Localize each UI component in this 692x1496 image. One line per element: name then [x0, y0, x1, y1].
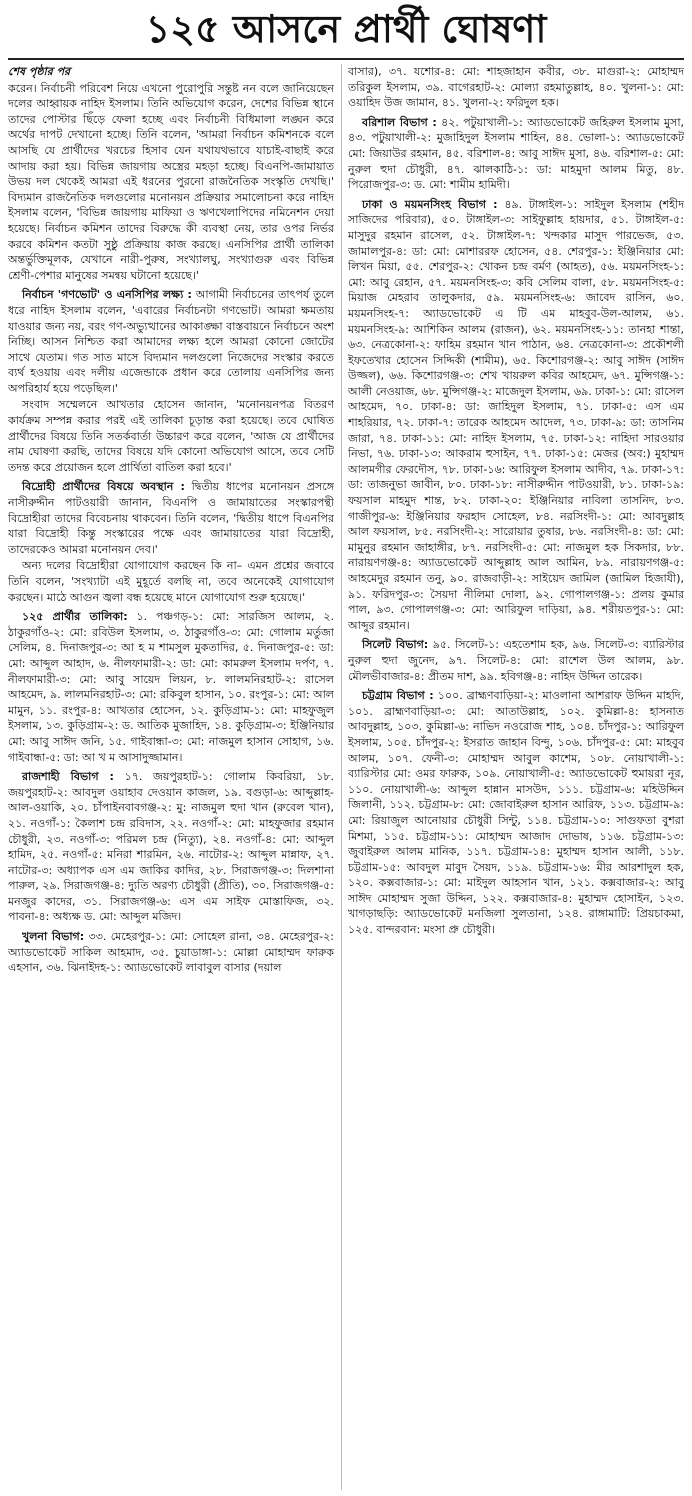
paragraph-text: ৩৩. মেহেরপুর-১: মো: সোহেল রানা, ৩৪. মেহেরপুর-২: অ্যাডভোকেট সাকিল আহমাদ, ৩৫. চুয়াডাঙ্গা-১: মোল্লা মোহাম্মদ ফারুক এহসান, ৩৬. ঝিনাইদহ-১: অ্যাডভোকেট লাবাবুল বাসার (দয়াল — [8, 930, 334, 975]
left-column — [8, 64, 334, 1490]
subhead-chattogram-division: চট্টগ্রাম বিভাগ : — [362, 689, 434, 703]
paragraph-dhaka-mymensingh-division — [348, 197, 684, 634]
subhead-khulna-division: খুলনা বিভাগ: — [22, 930, 85, 944]
paragraph-khulna-continued: বাসার), ৩৭. যশোর-৪: মো: শাহজাহান কবীর, ৩৮. মাগুরা-২: মোহাম্মদ তরিকুল ইসলাম, ৩৯. বাগেরহাট-২: মোল্যা রহমাতুল্লাহ, ৪০. খুলনা-১: মো: ওয়াহিদ উজ জামান, ৪১. খুলনা-২: ফরিদুল হক। — [348, 65, 684, 110]
paragraph-sylhet-division — [348, 637, 684, 684]
paragraph-text: ১৭. জয়পুরহাট-১: গোলাম কিবরিয়া, ১৮. জয়পুরহাট-২: আবদুল ওয়াহাব দেওয়ান কাজল, ১৯. বগুড়া-৬: আব্দুল্লাহ-আল-ওয়াকি, ২০. চাঁপাইনবাবগঞ্জ-২: মু: নাজমুল হুদা খান (রুবেল খান), ২১. নওগাঁ-১: কৈলাশ চন্দ্র রবিদাস, ২২. নওগাঁ-২: মো: মাহফুজার রহমান চৌধুরী, ২৩. নওগাঁ-৩: পরিমল চন্দ্র (নিত্যু), ২৪. নওগাঁ-৪: মো: আব্দুল হামিদ, ২৫. নওগাঁ-৫: মনিরা শারমিন, ২৬. নাটোর-২: আব্দুল মান্নাফ, ২৭. নাটোর-৩: অধ্যাপক এস এম জাকির কাদির, ২৮. সিরাজগঞ্জ-৩: দিলশানা পারুল, ২৯. সিরাজগঞ্জ-৪: দ্যুতি অরণ্য চৌধুরী (প্রীতি), ৩০. সিরাজগঞ্জ-৫: মনজুর কাদের, ৩১. সিরাজগঞ্জ-৬: এস এম সাইফ মোস্তাফিজ, ৩২. পাবনা-৪: অধ্যক্ষ ড. মো: আব্দুল মজিদ। — [8, 770, 334, 924]
paragraph-chattogram-division — [348, 688, 684, 938]
subhead-election-referendum: নির্বাচন 'গণভোট' ও এনসিপির লক্ষ্য : — [22, 288, 192, 302]
paragraph-text: ৪৯. টাঙ্গাইল-১: সাইদুল ইসলাম (শহীদ সাজিদের পরিবার), ৫০. টাঙ্গাইল-৩: সাইফুল্লাহ হায়দার, ৫১. টাঙ্গাইল-৫: মাসুদুর রহমান রাসেল, ৫২. টাঙ্গাইল-৭: খন্দকার মাসুদ পারভেজ, ৫৩. জামালপুর-৪: ডা: মো: মোশাররফ হোসেন, ৫৪. শেরপুর-১: ইঞ্জিনিয়ার মো: লিখন মিয়া, ৫৫. শেরপুর-২: খোকন চন্দ্র বর্মণ (আহত), ৫৬. ময়মনসিংহ-১: মো: আবু রেহান, ৫৭. ময়মনসিংহ-৩: কবি সেলিম বালা, ৫৮. ময়মনসিংহ-৫: মিয়াজ মেহরাব তালুকদার, ৫৯. ময়মনসিংহ-৬: জাবেদ রাসিন, ৬০. ময়মনসিংহ-৭: অ্যাডভোকেট এ টি এম মাহবুব-উল-আলম, ৬১. ময়মনসিংহ-৯: আশিকিন আলম (রাজন), ৬২. ময়মনসিংহ-১১: তানহা শান্তা, ৬৩. নেত্রকোনা-২: ফাহিম রহমান খান পাঠান, ৬৪. নেত্রকোনা-৩: প্রকৌশলী ইফতেখার হোসেন সিদ্দিকী (শামীম), ৬৫. কিশোরগঞ্জ-২: আবু সাঈদ (সাঈদ উজ্জল), ৬৬. কিশোরগঞ্জ-৩: শেখ খায়রুল কবির আহমেদ, ৬৭. মুন্সিগঞ্জ-১: আলী নেওয়াজ, ৬৮. মুন্সিগঞ্জ-২: মাজেদুল ইসলাম, ৬৯. ঢাকা-১: মো: রাসেল আহমেদ, ৭০. ঢাকা-৪: ডা: জাহিদুল ইসলাম, ৭১. ঢাকা-৫: এস এম শাহরিয়ার, ৭২. ঢাকা-৭: তারেক আহমেদ আদেল, ৭৩. ঢাকা-৯: ডা: তাসনিম জারা, ৭৪. ঢাকা-১১: মো: নাহিদ ইসলাম, ৭৫. ঢাকা-১২: নাহিদা সারওয়ার নিভা, ৭৬. ঢাকা-১৩: আকরাম হুসাইন, ৭৭. ঢাকা-১৫: মেজর (অব:) মুহাম্মদ আলমগীর ফেরদৌস, ৭৮. ঢাকা-১৬: আরিফুল ইসলাম আদীব, ৭৯. ঢাকা-১৭: ডা: তাজনুভা জাবীন, ৮০. ঢাকা-১৮: নাসীরুদ্দীন পাটওয়ারী, ৮১. ঢাকা-১৯: ফয়সাল মাহমুদ শান্ত, ৮২. ঢাকা-২০: ইঞ্জিনিয়ার নাবিলা তাসনিদ, ৮৩. গাজীপুর-৬: ইঞ্জিনিয়ার ফরহাদ সোহেল, ৮৪. নরসিংদী-১: মো: আবদুল্লাহ আল ফয়সাল, ৮৫. নরসিংদী-২: সারোয়ার তুষার, ৮৬. নরসিংদী-৪: ডা: মো: মামুনুর রহমান জাহাঙ্গীর, ৮৭. নরসিংদী-৫: মো: নাজমুল হক সিকদার, ৮৮. নারায়ণগঞ্জ-৪: অ্যাডভোকেট আব্দুল্লাহ আল আমিন, ৮৯. নারায়ণগঞ্জ-৫: আহমেদুর রহমান তনু, ৯০. রাজবাড়ী-২: সাইয়েদ জামিল (জামিল হিজাযী), ৯১. ফরিদপুর-৩: সৈয়দা নীলিমা দোলা, ৯২. গোপালগঞ্জ-১: প্রলয় কুমার পাল, ৯৩. গোপালগঞ্জ-৩: মো: আরিফুল দাড়িয়া, ৯৪. শরীয়তপুর-১: মো: আব্দুর রহমান। — [348, 197, 684, 632]
column-divider — [341, 64, 342, 1490]
paragraph-text: আগামী নির্বাচনের তাৎপর্য তুলে ধরে নাহিদ ইসলাম বলেন, 'এবারের নির্বাচনটা গণভোট। আমরা ক্ষমতায় যাওয়ার জন্য নয়, বরং গণ-অভ্যুত্থানের আকাঙ্ক্ষা বাস্তবায়নে নির্বাচনে অংশ নিচ্ছি। আসন নিশ্চিত করা আমাদের লক্ষ্য হলে আমরা কোনো জোটের সাথে যেতাম। গত সাত মাসে বিদ্যমান দলগুলো নিজেদের সংস্কার করতে ব্যর্থ হওয়ায় এবং দলীয় এজেন্ডাকে প্রধান করে তোলায় এনসিপির জন্য অপরিহার্য হয়ে পড়েছিল।' — [8, 288, 334, 395]
paragraph-rebel-contact: অন্য দলের বিদ্রোহীরা যোগাযোগ করছেন কি না– এমন প্রশ্নের জবাবে তিনি বলেন, 'সংখ্যাটা এই মুহূর্তে বলছি না, তবে অনেকেই যোগাযোগ করছেন। মাঠে আগুন জ্বলা বন্ধ হয়েছে মানে যোগাযোগ শুরু হয়েছে।' — [8, 559, 334, 604]
continued-paragraph — [8, 64, 334, 80]
paragraph-barishal-division — [348, 115, 684, 193]
subhead-rajshahi-division: রাজশাহী বিভাগ : — [22, 770, 114, 784]
paragraph-press-conference: সংবাদ সম্মেলনে আখতার হোসেন জানান, 'মনোনয়নপত্র বিতরণ কার্যক্রম সম্পন্ন করার পরই এই তালিকা চূড়ান্ত করা হয়েছে। তবে ঘোষিত প্রার্থীদের বিষয়ে তিনি সতর্কবার্তা উচ্চারণ করে বলেন, 'আজ যে প্রার্থীদের নাম ঘোষণা করছি, তাদের বিষয়ে যদি কোনো অভিযোগ আসে, তবে সেটি তদন্ত করে প্রয়োজন হলে প্রার্থিতা বাতিল করা হবে।' — [8, 398, 334, 474]
paragraph-election-referendum — [8, 287, 334, 396]
subhead-sylhet-division: সিলেট বিভাগ: — [362, 638, 429, 652]
paragraph-khulna-division — [8, 929, 334, 976]
subhead-candidate-list: ১২৫ প্রার্থীর তালিকা: — [22, 610, 128, 624]
paragraph-text: ৪২. পটুয়াখালী-১: অ্যাডভোকেট জহিরুল ইসলাম মুসা, ৪৩. পটুয়াখালী-২: মুজাহিদুল ইসলাম শাহিন, ৪৪. ভোলা-১: অ্যাডভোকেট মো: জিয়াউর রহমান, ৪৫. বরিশাল-৪: আবু সাঈদ মুসা, ৪৬. বরিশাল-৫: মো: নুরুল হুদা চৌধুরী, ৪৭. ঝালকাঠি-১: ডা: মাহমুদা আলম মিতু, ৪৮. পিরোজপুর-৩: ড. মো: শামীম হামিদী। — [348, 115, 684, 192]
headline-rule — [8, 58, 684, 60]
paragraph-text: দ্বিতীয় ধাপের মনোনয়ন প্রসঙ্গে নাসীরুদ্দীন পাটওয়ারী জানান, বিএনপি ও জামায়াতের সংস্কারপন্থী বিদ্রোহীরা তাদের বিবেচনায় থাকবেন। তিনি বলেন, 'দ্বিতীয় ধাপে বিএনপির যারা বিদ্রোহী কিন্তু সংস্কারের পক্ষে এবং জামায়াতের যারা বিদ্রোহী, তাদেরকেও আমরা মনোনয়ন দেব।' — [8, 480, 334, 556]
subhead-dhaka-mymensingh-division: ঢাকা ও ময়মনসিংহ বিভাগ : — [362, 197, 498, 211]
paragraph-text: ১০০. ব্রাহ্মণবাড়িয়া-২: মাওলানা আশরাফ উদ্দিন মাহদি, ১০১. ব্রাহ্মণবাড়িয়া-৩: মো: আতাউল্লাহ, ১০২. কুমিল্লা-৪: হাসনাত আবদুল্লাহ, ১০৩. কুমিল্লা-৬: নাভিদ নওরোজ শাহ, ১০৪. চাঁদপুর-১: আরিফুল ইসলাম, ১০৫. চাঁদপুর-২: ইসরাত জাহান বিন্দু, ১০৬. চাঁদপুর-৫: মো: মাহবুব আলম, ১০৭. ফেনী-৩: মোহাম্মদ আবুল কাশেম, ১০৮. নোয়াখালী-১: ব্যারিস্টার মো: ওমর ফারুক, ১০৯. নোয়াখালী-৫: অ্যাডভোকেট হুমায়রা নূর, ১১০. নোয়াখালী-৬: আব্দুল হান্নান মাসউদ, ১১১. চট্টগ্রাম-৬: মহিউদ্দিন জিলানী, ১১২. চট্টগ্রাম-৮: মো: জোবাইরুল হাসান আরিফ, ১১৩. চট্টগ্রাম-৯: মো: রিয়াজুল আনোয়ার চৌধুরী সিন্টু, ১১৪. চট্টগ্রাম-১০: সাগুফতা বুশরা মিশমা, ১১৫. চট্টগ্রাম-১১: মোহাম্মদ আজাদ দোভাষ, ১১৬. চট্টগ্রাম-১৩: জুবাইরুল আলম মানিক, ১১৭. চট্টগ্রাম-১৪: মুহাম্মদ হাসান আলী, ১১৮. চট্টগ্রাম-১৫: আবদুল মাবুদ সৈয়দ, ১১৯. চট্টগ্রাম-১৬: মীর আরশাদুল হক, ১২০. কক্সবাজার-১: মো: মাইদুল আহসান খান, ১২১. কক্সবাজার-২: আবু সাঈদ মোহাম্মদ সুজা উদ্দিন, ১২২. কক্সবাজার-৪: মুহাম্মদ হোসাইন, ১২৩. খাগড়াছড়ি: অ্যাডভোকেট মনজিলা সুলতানা, ১২৪. রাঙ্গামাটি: প্রিয়চাকমা, ১২৫. বান্দরবান: মংসা প্রু চৌধুরী। — [348, 689, 684, 937]
continued-from-label: শেষ পৃষ্ঠার পর — [8, 65, 71, 78]
headline: ১২৫ আসনে প্রার্থী ঘোষণা — [145, 6, 547, 51]
paragraph-rajshahi-division — [8, 769, 334, 925]
subhead-barishal-division: বরিশাল বিভাগ : — [362, 115, 437, 129]
right-column — [348, 64, 684, 1490]
paragraph-opening: করেন। নির্বাচনী পরিবেশ নিয়ে এখনো পুরোপুরি সন্তুষ্ট নন বলে জানিয়েছেন দলের আহ্বায়ক নাহিদ ইসলাম। তিনি অভিযোগ করেন, দেশের বিভিন্ন স্থানে তাদের পোস্টার ছিঁড়ে ফেলা হচ্ছে এবং নির্বাচনী বিধিমালা লঙ্ঘন করে অর্থের দাপট দেখানো হচ্ছে। তিনি বলেন, 'আমরা নির্বাচন কমিশনকে বলে আসছি যে প্রার্থীদের খরচের হিসাব যেন যথাযথভাবে যাচাই-বাছাই করে আদায় করা হয়। বিভিন্ন জায়গায় অস্ত্রের মহড়া হচ্ছে। বিএনপি-জামায়াত উভয় দল থেকেই আমরা এই ধরনের পুরনো রাজনৈতিক সংস্কৃতি দেখছি।' বিদ্যমান রাজনৈতিক দলগুলোর মনোনয়ন প্রক্রিয়ার সমালোচনা করে নাহিদ ইসলাম বলেন, 'বিভিন্ন জায়গায় মাফিয়া ও ঋণখেলাপিদের নমিনেশন দেয়া হয়েছে। নির্বাচন কমিশন তাদের বিরুদ্ধে কী ব্যবস্থা নেয়, তার ওপর নির্ভর করবে কমিশন কতটা সুষ্ঠু প্রক্রিয়ায় কাজ করছে। এনসিপির প্রার্থী তালিকা অন্তর্ভুক্তিমূলক, যেখানে নারী-পুরুষ, সংখ্যালঘু, সংখ্যাগুরু এবং বিভিন্ন শ্রেণী-পেশার মানুষের সমন্বয় ঘটানো হয়েছে।' — [8, 81, 334, 282]
paragraph-candidate-list — [8, 609, 334, 765]
paragraph-text: ৯৫. সিলেট-১: এহতেশাম হক, ৯৬. সিলেট-৩: ব্যারিস্টার নুরুল হুদা জুনেদ, ৯৭. সিলেট-৪: মো: রাশেল উল আলম, ৯৮. মৌলভীবাজার-৪: প্রীতম দাশ, ৯৯. হবিগঞ্জ-৪: নাহিদ উদ্দিন তারেক। — [348, 638, 684, 683]
subhead-rebel-candidates: বিদ্রোহী প্রার্থীদের বিষয়ে অবস্থান : — [22, 480, 185, 494]
paragraph-rebel-candidates — [8, 479, 334, 557]
paragraph-text: ১. পঞ্চগড়-১: মো: সারজিস আলম, ২. ঠাকুরগাঁও-২: মো: রবিউল ইসলাম, ৩. ঠাকুরগাঁও-৩: মো: গোলাম মর্তুজা সেলিম, ৪. দিনাজপুর-৩: আ হ ম শামসুল মুকতাদির, ৫. দিনাজপুর-৫: ডা: মো: আব্দুল আহাদ, ৬. নীলফামারী-২: ডা: মো: কামরুল ইসলাম দর্পণ, ৭. নীলফামারী-৩: মো: আবু সায়েদ লিয়ন, ৮. লালমনিরহাট-২: রাসেল আহমেদ, ৯. লালমনিরহাট-৩: মো: রকিবুল হাসান, ১০. রংপুর-১: মো: আল মামুন, ১১. রংপুর-৪: আখতার হোসেন, ১২. কুড়িগ্রাম-১: মো: মাহফুজুল ইসলাম, ১৩. কুড়িগ্রাম-২: ড. আতিক মুজাহিদ, ১৪. কুড়িগ্রাম-৩: ইঞ্জিনিয়ার মো: আবু সাঈদ জনি, ১৫. গাইবান্ধা-৩: মো: নাজমুল হাসান সোহাগ, ১৬. গাইবান্ধা-৫: ডা: আ খ ম আসাদুজ্জামান। — [8, 610, 334, 764]
